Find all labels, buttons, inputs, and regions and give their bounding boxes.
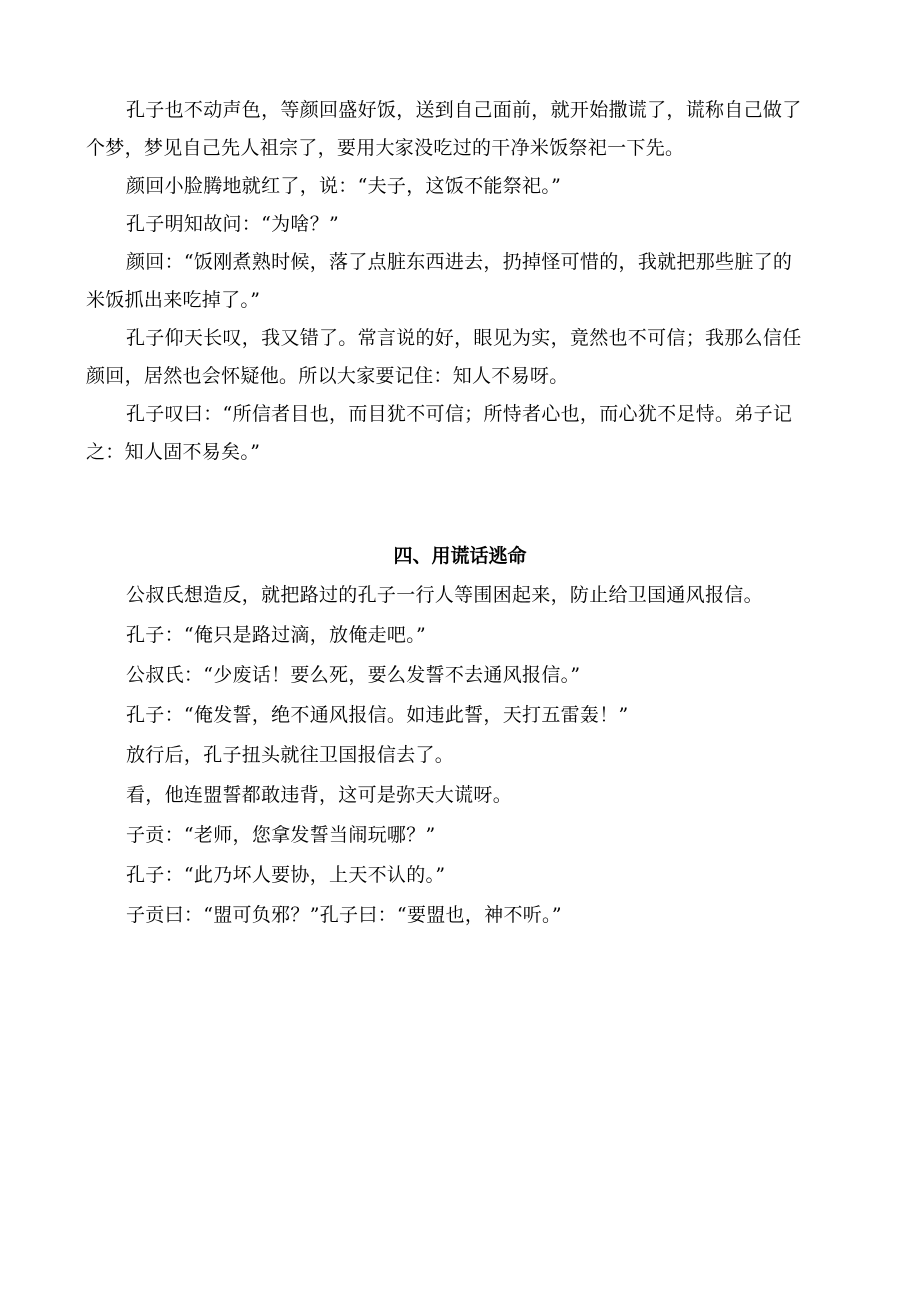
text-line: 子贡：“老师，您拿发誓当闹玩哪？” [126,824,436,846]
text-line: 颜回，居然也会怀疑他。所以大家要记住：知人不易呀。 [86,365,569,387]
paragraph [86,319,836,395]
text-line: 颜回小脸腾地就红了，说：“夫子，这饭不能祭祀。” [126,175,562,197]
text-line: 孔子：“此乃坏人要协，上天不认的。” [126,864,446,886]
text-line: 孔子仰天长叹，我又错了。常言说的好，眼见为实，竟然也不可信；我那么信任 [126,327,802,349]
text-line: 孔子叹曰：“所信者目也，而目犹不可信；所恃者心也，而心犹不足恃。弟子记 [126,403,793,425]
paragraph [86,167,836,205]
text-line: 颜回：“饭刚煮熟时候，落了点脏东西进去，扔掉怪可惜的，我就把那些脏了的 [126,251,793,273]
text-line: 孔子：“俺发誓，绝不通风报信。如违此誓，天打五雷轰！” [126,704,629,726]
text-line: 放行后，孔子扭头就往卫国报信去了。 [126,744,455,766]
text-line: 之：知人固不易矣。” [86,441,261,463]
text-line: 公叔氏：“少废话！要么死，要么发誓不去通风报信。” [126,664,581,686]
text-line: 孔子也不动声色，等颜回盛好饭，送到自己面前，就开始撒谎了，谎称自己做了 [126,99,802,121]
paragraph [86,243,836,319]
text-line: 公叔氏想造反，就把路过的孔子一行人等围困起来，防止给卫国通风报信。 [126,584,763,606]
text-line: 个梦，梦见自己先人祖宗了，要用大家没吃过的干净米饭祭祀一下先。 [86,137,685,159]
text-line: 孔子：“俺只是路过滴，放俺走吧。” [126,624,427,646]
paragraph [86,91,836,167]
story-section-continued [86,91,836,471]
paragraph [86,395,836,471]
story-section-four [126,575,846,935]
section-heading: 四、用谎话逃命 [393,545,527,567]
paragraph [86,205,836,243]
text-line: 看，他连盟誓都敢违背，这可是弥天大谎呀。 [126,784,513,806]
text-line: 子贡曰：“盟可负邪？”孔子曰：“要盟也，神不听。” [126,904,562,926]
text-line: 孔子明知故问：“为啥？” [126,213,340,235]
text-line: 米饭抓出来吃掉了。” [86,289,261,311]
